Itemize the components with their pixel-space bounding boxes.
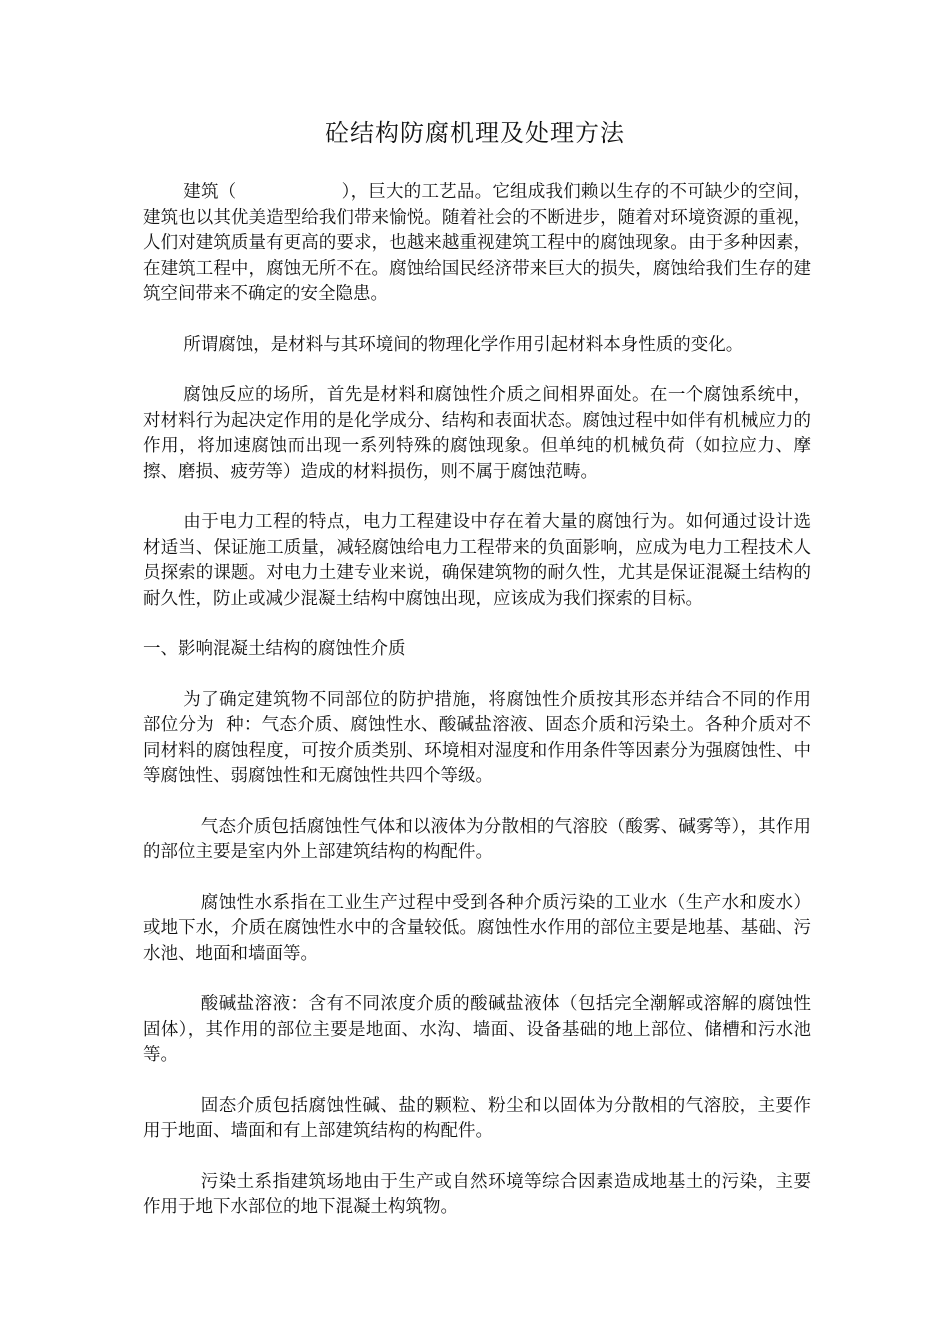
paragraph-contaminated-soil: 污染土系指建筑场地由于生产或自然环境等综合因素造成地基土的污染，主要作用于地下水部位的地下混凝土构筑物。 <box>143 1171 811 1217</box>
paragraph-media-rest: 种：气态介质、腐蚀性水、酸碱盐溶液、固态介质和污染土。各种介质对不同材料的腐蚀程度，可按介质类别、环境相对湿度和作用条件等因素分为强腐蚀性、中等腐蚀性、弱腐蚀性和无腐蚀性共四个等级。 <box>143 715 812 786</box>
paragraph-media-classification <box>143 688 811 790</box>
paragraph-intro-start: 建筑（ <box>183 182 237 202</box>
paragraph-reaction-site: 腐蚀反应的场所，首先是材料和腐蚀性介质之间相界面处。在一个腐蚀系统中，对材料行为起决定作用的是化学成分、结构和表面状态。腐蚀过程中如伴有机械应力的作用，将加速腐蚀而出现一系列特殊的腐蚀现象。但单纯的机械负荷（如拉应力、摩擦、磨损、疲劳等）造成的材料损伤，则不属于腐蚀范畴。 <box>143 385 811 482</box>
document-body <box>143 180 811 1246</box>
paragraph-definition: 所谓腐蚀，是材料与其环境间的物理化学作用引起材料本身性质的变化。 <box>183 334 744 355</box>
paragraph-intro <box>143 180 811 308</box>
paragraph-power-engineering: 由于电力工程的特点，电力工程建设中存在着大量的腐蚀行为。如何通过设计选材适当、保证施工质量，减轻腐蚀给电力工程带来的负面影响，应成为电力工程技术人员探索的课题。对电力土建专业来说，确保建筑物的耐久性，尤其是保证混凝土结构的耐久性，防止或减少混凝土结构中腐蚀出现，应该成为我们探索的目标。 <box>143 512 811 609</box>
paragraph-solid-media: 固态介质包括腐蚀性碱、盐的颗粒、粉尘和以固体为分散相的气溶胶，主要作用于地面、墙面和有上部建筑结构的构配件。 <box>143 1095 811 1141</box>
paragraph-acid-base-salt: 酸碱盐溶液：含有不同浓度介质的酸碱盐液体（包括完全潮解或溶解的腐蚀性固体），其作用的部位主要是地面、水沟、墙面、设备基础的地上部位、储槽和污水池等。 <box>143 994 811 1065</box>
paragraph-gaseous-media: 气态介质包括腐蚀性气体和以液体为分散相的气溶胶（酸雾、碱雾等），其作用的部位主要是室内外上部建筑结构的构配件。 <box>143 816 811 862</box>
document-title: 砼结构防腐机理及处理方法 <box>325 119 625 147</box>
paragraph-media-start: 为了确定建筑物不同部位的防护措施，将腐蚀性介质按其形态并结合不同的作用部位分为 <box>143 689 811 735</box>
paragraph-intro-rest: ），巨大的工艺品。它组成我们赖以生存的不可缺少的空间，建筑也以其优美造型给我们带来愉悦。随着社会的不断进步，随着对环境资源的重视，人们对建筑质量有更高的要求，也越来越重视建筑工程中的腐蚀现象。由于多种因素，在建筑工程中，腐蚀无所不在。腐蚀给国民经济带来巨大的损失，腐蚀给我们生存的建筑空间带来不确定的安全隐患。 <box>143 182 812 304</box>
section-heading: 一、影响混凝土结构的腐蚀性介质 <box>143 639 406 659</box>
paragraph-corrosive-water: 腐蚀性水系指在工业生产过程中受到各种介质污染的工业水（生产水和废水）或地下水，介质在腐蚀性水中的含量较低。腐蚀性水作用的部位主要是地基、基础、污水池、地面和墙面等。 <box>143 892 811 964</box>
